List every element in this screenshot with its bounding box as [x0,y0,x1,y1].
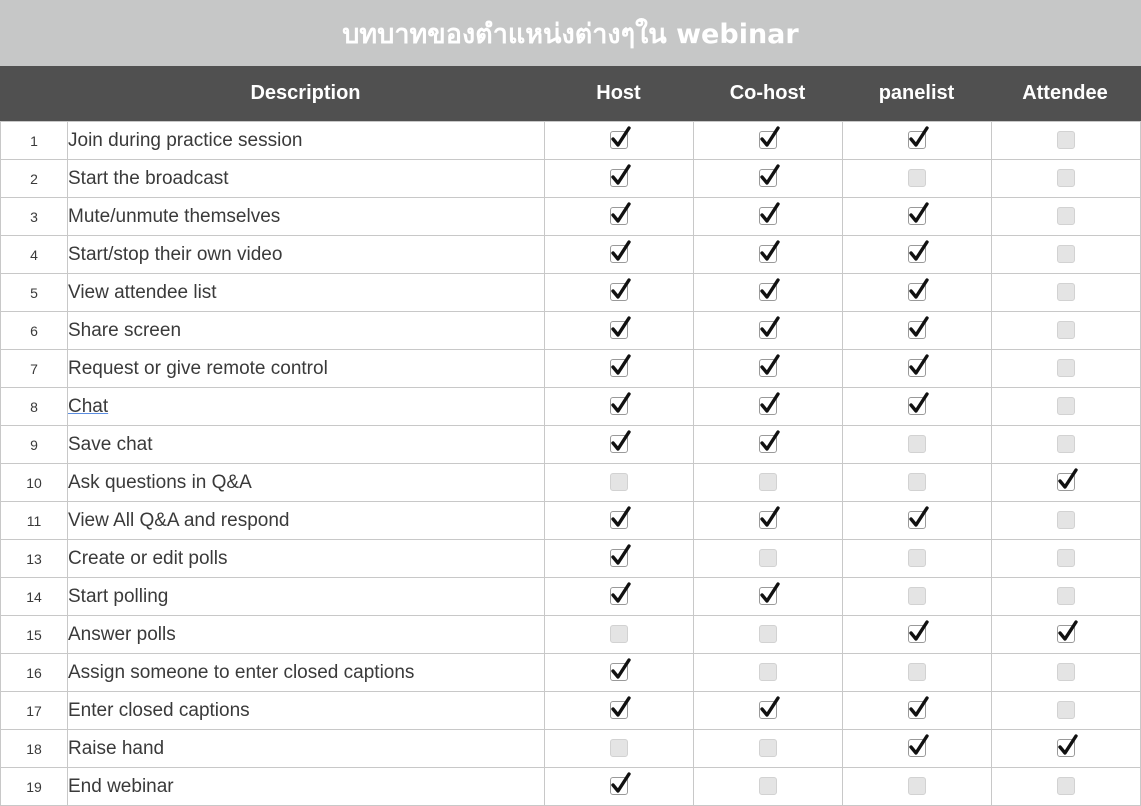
cell-attendee [992,578,1141,616]
cell-panelist [843,122,992,160]
row-description [68,692,545,730]
checkbox-checked-cohost[interactable] [759,511,777,529]
checkbox-unchecked-attendee[interactable] [1057,397,1075,415]
checkbox-checked-panelist[interactable] [908,511,926,529]
checkbox-checked-host[interactable] [610,587,628,605]
row-number: 17 [1,692,68,730]
permissions-table [0,121,1141,806]
checkbox-checked-attendee[interactable] [1057,739,1075,757]
cell-panelist [843,388,992,426]
checkbox-unchecked-attendee[interactable] [1057,777,1075,795]
row-number: 14 [1,578,68,616]
row-number: 16 [1,654,68,692]
cell-attendee [992,274,1141,312]
header-description: Description [250,82,361,104]
row-number: 3 [1,198,68,236]
checkbox-unchecked-host[interactable] [610,739,628,757]
row-description [68,730,545,768]
cell-host [545,464,694,502]
page-title: บทบาทของตำแหน่งต่างๆใน webinar [0,0,1141,66]
checkbox-checked-host[interactable] [610,245,628,263]
checkbox-unchecked-host[interactable] [610,625,628,643]
cell-cohost [694,426,843,464]
row-number: 15 [1,616,68,654]
table-row [1,426,1141,464]
table-row [1,274,1141,312]
checkbox-checked-panelist[interactable] [908,359,926,377]
row-description-text: Chat [68,395,109,417]
checkbox-checked-host[interactable] [610,511,628,529]
checkbox-unchecked-panelist[interactable] [908,777,926,795]
cell-panelist [843,236,992,274]
cell-host [545,540,694,578]
table-row [1,350,1141,388]
checkbox-checked-panelist[interactable] [908,207,926,225]
cell-host [545,274,694,312]
cell-panelist [843,464,992,502]
checkbox-checked-cohost[interactable] [759,207,777,225]
header-cohost: Co-host [729,82,806,104]
checkbox-unchecked-attendee[interactable] [1057,663,1075,681]
checkbox-unchecked-attendee[interactable] [1057,283,1075,301]
cell-cohost [694,578,843,616]
cell-host [545,122,694,160]
cell-cohost [694,198,843,236]
cell-cohost [694,350,843,388]
row-number: 19 [1,768,68,806]
table-row [1,312,1141,350]
cell-cohost [694,464,843,502]
cell-panelist [843,692,992,730]
cell-host [545,198,694,236]
checkbox-checked-host[interactable] [610,359,628,377]
checkbox-unchecked-panelist[interactable] [908,549,926,567]
cell-host [545,654,694,692]
checkbox-checked-panelist[interactable] [908,625,926,643]
checkbox-unchecked-attendee[interactable] [1057,169,1075,187]
checkbox-checked-panelist[interactable] [908,245,926,263]
cell-host [545,236,694,274]
cell-cohost [694,692,843,730]
cell-attendee [992,122,1141,160]
cell-host [545,350,694,388]
checkbox-unchecked-cohost[interactable] [759,663,777,681]
checkbox-checked-attendee[interactable] [1057,473,1075,491]
checkbox-checked-panelist[interactable] [908,701,926,719]
cell-cohost [694,122,843,160]
row-description-text: Enter closed captions [68,699,250,721]
cell-host [545,502,694,540]
checkbox-unchecked-panelist[interactable] [908,663,926,681]
cell-panelist [843,540,992,578]
header-host: Host [596,82,641,104]
cell-cohost [694,730,843,768]
checkbox-unchecked-host[interactable] [610,473,628,491]
cell-attendee [992,540,1141,578]
checkbox-checked-host[interactable] [610,131,628,149]
row-number: 10 [1,464,68,502]
checkbox-unchecked-panelist[interactable] [908,169,926,187]
checkbox-checked-host[interactable] [610,435,628,453]
cell-cohost [694,236,843,274]
checkbox-checked-cohost[interactable] [759,587,777,605]
row-number: 5 [1,274,68,312]
checkbox-checked-cohost[interactable] [759,435,777,453]
checkbox-checked-panelist[interactable] [908,397,926,415]
checkbox-unchecked-attendee[interactable] [1057,701,1075,719]
table-row [1,692,1141,730]
header-attendee: Attendee [1022,82,1108,104]
row-number: 9 [1,426,68,464]
row-description-text: End webinar [68,775,174,797]
row-description [68,426,545,464]
checkbox-checked-host[interactable] [610,283,628,301]
row-description-text: Start the broadcast [68,167,229,189]
cell-cohost [694,388,843,426]
row-description [68,274,545,312]
row-description [68,236,545,274]
row-description-text: Start/stop their own video [68,243,283,265]
row-number: 18 [1,730,68,768]
cell-attendee [992,730,1141,768]
checkbox-checked-cohost[interactable] [759,131,777,149]
checkbox-unchecked-panelist[interactable] [908,473,926,491]
checkbox-checked-panelist[interactable] [908,131,926,149]
checkbox-unchecked-attendee[interactable] [1057,207,1075,225]
table-header [0,66,1141,121]
cell-attendee [992,312,1141,350]
cell-host [545,388,694,426]
row-description [68,540,545,578]
row-description [68,654,545,692]
cell-cohost [694,540,843,578]
checkbox-unchecked-panelist[interactable] [908,587,926,605]
table-row [1,160,1141,198]
cell-attendee [992,616,1141,654]
checkbox-checked-cohost[interactable] [759,321,777,339]
cell-panelist [843,198,992,236]
row-description [68,388,545,426]
checkbox-unchecked-attendee[interactable] [1057,245,1075,263]
row-description-text: Join during practice session [68,129,303,151]
checkbox-unchecked-attendee[interactable] [1057,587,1075,605]
cell-host [545,578,694,616]
cell-cohost [694,160,843,198]
table-row [1,654,1141,692]
row-description-text: Request or give remote control [68,357,328,379]
table-row [1,236,1141,274]
row-description [68,350,545,388]
cell-cohost [694,616,843,654]
checkbox-unchecked-cohost[interactable] [759,777,777,795]
table-row [1,388,1141,426]
cell-attendee [992,502,1141,540]
cell-panelist [843,578,992,616]
checkbox-unchecked-cohost[interactable] [759,625,777,643]
cell-panelist [843,730,992,768]
row-description [68,578,545,616]
row-description [68,312,545,350]
cell-panelist [843,654,992,692]
row-description-text: View All Q&A and respond [68,509,290,531]
row-description-text: Ask questions in Q&A [68,471,252,493]
checkbox-checked-cohost[interactable] [759,245,777,263]
table-row [1,730,1141,768]
cell-panelist [843,616,992,654]
cell-attendee [992,654,1141,692]
row-number: 7 [1,350,68,388]
checkbox-checked-host[interactable] [610,321,628,339]
row-description-text: Raise hand [68,737,165,759]
row-number: 6 [1,312,68,350]
row-description-text: Mute/unmute themselves [68,205,281,227]
row-description-text: Create or edit polls [68,547,228,569]
checkbox-checked-host[interactable] [610,397,628,415]
checkbox-unchecked-panelist[interactable] [908,435,926,453]
cell-cohost [694,502,843,540]
row-number: 11 [1,502,68,540]
cell-attendee [992,692,1141,730]
checkbox-unchecked-attendee[interactable] [1057,359,1075,377]
checkbox-checked-panelist[interactable] [908,283,926,301]
checkbox-checked-host[interactable] [610,663,628,681]
row-description-text: Start polling [68,585,169,607]
checkbox-checked-attendee[interactable] [1057,625,1075,643]
cell-cohost [694,274,843,312]
cell-attendee [992,350,1141,388]
cell-host [545,312,694,350]
table-row [1,122,1141,160]
cell-panelist [843,312,992,350]
checkbox-unchecked-attendee[interactable] [1057,511,1075,529]
cell-host [545,160,694,198]
checkbox-unchecked-attendee[interactable] [1057,549,1075,567]
row-number: 4 [1,236,68,274]
row-description [68,502,545,540]
checkbox-checked-host[interactable] [610,777,628,795]
checkbox-checked-host[interactable] [610,207,628,225]
checkbox-checked-host[interactable] [610,549,628,567]
cell-attendee [992,464,1141,502]
header-panelist: panelist [878,82,955,104]
cell-attendee [992,198,1141,236]
row-description-text: View attendee list [68,281,217,303]
cell-host [545,730,694,768]
row-description-text: Save chat [68,433,153,455]
checkbox-unchecked-attendee[interactable] [1057,321,1075,339]
checkbox-checked-host[interactable] [610,701,628,719]
row-description-text: Share screen [68,319,182,341]
checkbox-checked-cohost[interactable] [759,359,777,377]
row-number: 2 [1,160,68,198]
row-description [68,198,545,236]
cell-attendee [992,426,1141,464]
table-row [1,578,1141,616]
checkbox-checked-panelist[interactable] [908,321,926,339]
checkbox-checked-cohost[interactable] [759,701,777,719]
cell-cohost [694,654,843,692]
cell-panelist [843,502,992,540]
table-row [1,616,1141,654]
table-row [1,540,1141,578]
row-number: 1 [1,122,68,160]
row-description [68,160,545,198]
row-description [68,616,545,654]
table-row [1,502,1141,540]
checkbox-checked-cohost[interactable] [759,397,777,415]
checkbox-unchecked-attendee[interactable] [1057,435,1075,453]
cell-host [545,616,694,654]
cell-panelist [843,426,992,464]
row-description [68,122,545,160]
cell-panelist [843,350,992,388]
checkbox-unchecked-attendee[interactable] [1057,131,1075,149]
cell-attendee [992,388,1141,426]
checkbox-checked-host[interactable] [610,169,628,187]
cell-panelist [843,274,992,312]
row-description [68,464,545,502]
checkbox-unchecked-cohost[interactable] [759,739,777,757]
checkbox-unchecked-cohost[interactable] [759,549,777,567]
cell-panelist [843,160,992,198]
row-description-text: Answer polls [68,623,176,645]
row-number: 13 [1,540,68,578]
checkbox-checked-cohost[interactable] [759,283,777,301]
cell-host [545,692,694,730]
table-row [1,464,1141,502]
cell-host [545,426,694,464]
row-description-text: Assign someone to enter closed captions [68,661,415,683]
cell-attendee [992,236,1141,274]
cell-attendee [992,160,1141,198]
checkbox-checked-panelist[interactable] [908,739,926,757]
cell-cohost [694,312,843,350]
checkbox-unchecked-cohost[interactable] [759,473,777,491]
row-number: 8 [1,388,68,426]
table-row [1,198,1141,236]
checkbox-checked-cohost[interactable] [759,169,777,187]
